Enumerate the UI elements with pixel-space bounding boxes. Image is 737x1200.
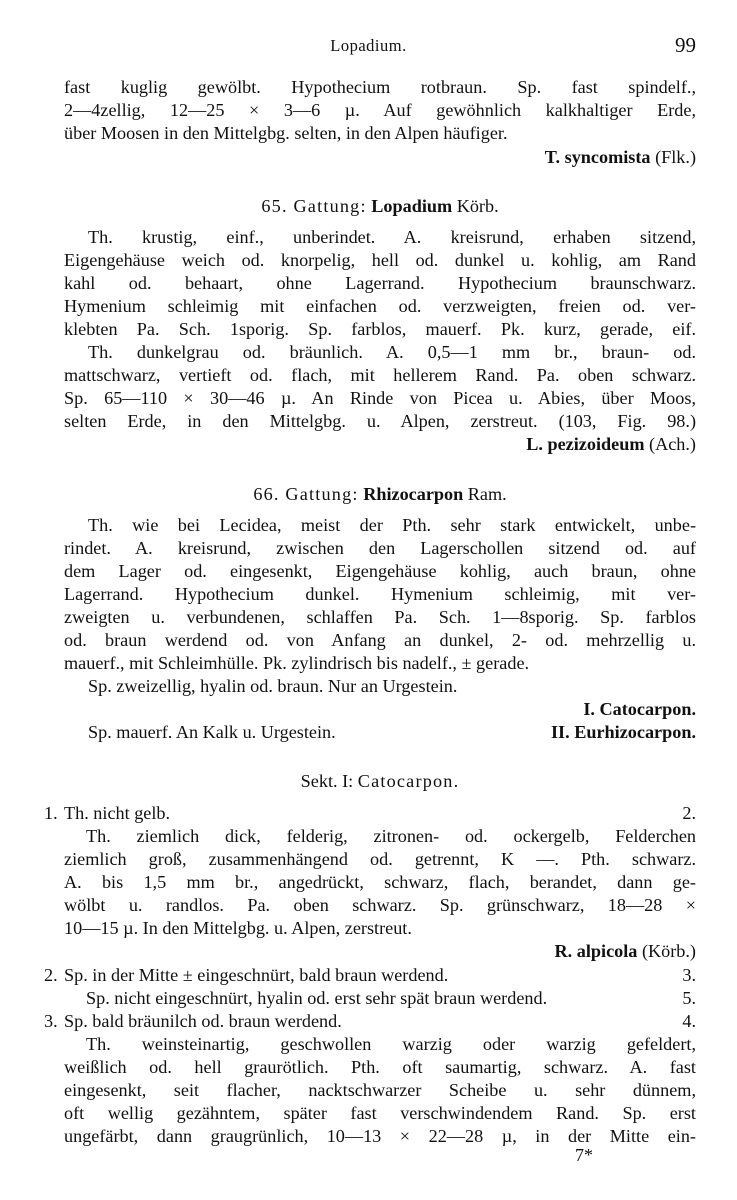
text-line: oft wellig gezähntem, später fast verschwindendem Rand. Sp. erst [64, 1103, 696, 1123]
text-line: 2—4zellig, 12—25 × 3—6 µ. Auf gewöhnlich kalkhaltiger Erde, [64, 100, 696, 120]
key-reference: 5. [682, 988, 696, 1008]
text-line: mattschwarz, vertieft od. flach, mit hellerem Rand. Pa. oben schwarz. [64, 365, 696, 385]
genus-name: Lopadium [371, 196, 453, 216]
text-line: weißlich od. hell graurötlich. Pth. oft saumartig, schwarz. A. fast [64, 1057, 696, 1077]
section-heading [64, 770, 696, 792]
text-line: dem Lager od. eingesenkt, Eigengehäuse kohlig, auch braun, ohne [64, 561, 696, 581]
page-number: 99 [675, 33, 696, 57]
text-line: zweigten u. verbundenen, schlaffen Pa. Sch. 1—8sporig. Sp. farblos [64, 607, 696, 627]
text-line: Sp. 65—110 × 30—46 µ. An Rinde von Picea u. Abies, über Moos, [64, 388, 696, 408]
section-label: Sekt. I: [300, 771, 354, 791]
text-line: mauerf., mit Schleimhülle. Pk. zylindrisch bis nadelf., ± gerade. [64, 653, 530, 673]
key-line: Sp. in der Mitte ± eingeschnürt, bald braun werdend. [64, 965, 449, 985]
key-line: Th. nicht gelb. [64, 803, 171, 823]
text-line: Hymenium schleimig mit einfachen od. verzweigten, freien od. ver- [64, 296, 696, 316]
species-name: T. syncomista [544, 147, 651, 167]
text-line: rindet. A. kreisrund, zwischen den Lagerschollen sitzend od. auf [64, 538, 696, 558]
species-author: (Körb.) [641, 941, 696, 961]
text-line: Eigengehäuse weich od. knorpelig, hell od. dunkel u. kohlig, am Rand [64, 250, 696, 270]
text-line: Th. ziemlich dick, felderig, zitronen- od. ockergelb, Felderchen [86, 826, 696, 846]
text-line: Th. dunkelgrau od. bräunlich. A. 0,5—1 mm br., braun- od. [88, 342, 696, 362]
key-line: Sp. mauerf. An Kalk u. Urgestein. [88, 722, 336, 742]
text-line: ungefärbt, dann graugrünlich, 10—13 × 22—28 µ, in der Mitte ein- [64, 1126, 696, 1146]
running-header: Lopadium. [330, 36, 407, 55]
genus-author: Körb. [456, 196, 499, 216]
text-line: A. bis 1,5 mm br., angedrückt, schwarz, flach, berandet, dann ge- [64, 872, 696, 892]
species-author: (Flk.) [655, 147, 696, 167]
text-line: eingesenkt, seit flacher, nacktschwarzer Scheibe u. sehr dünnem, [64, 1080, 696, 1100]
section-title: Catocarpon. [357, 771, 460, 791]
genus-heading [64, 195, 696, 217]
key-line: Sp. zweizellig, hyalin od. braun. Nur an Urgestein. [88, 676, 458, 696]
text-line: ziemlich groß, zusammenhängend od. getrennt, K —. Pth. schwarz. [64, 849, 696, 869]
text-line: klebten Pa. Sch. 1sporig. Sp. farblos, mauerf. Pk. kurz, gerade, eif. [64, 319, 696, 339]
species-author: (Ach.) [649, 434, 696, 454]
species-name-line [64, 146, 696, 168]
text-line: Th. wie bei Lecidea, meist der Pth. sehr stark entwickelt, unbe- [88, 515, 696, 535]
text-line: Th. weinsteinartig, geschwollen warzig oder warzig gefeldert, [86, 1034, 696, 1054]
genus-prefix: 65. Gattung: [261, 196, 367, 216]
text-line: Th. krustig, einf., unberindet. A. kreisrund, erhaben sitzend, [88, 227, 696, 247]
printer-signature: 7* [575, 1145, 593, 1165]
key-reference: 2. [682, 803, 696, 823]
species-name: R. alpicola [554, 941, 638, 961]
key-number: 3. [44, 1011, 58, 1031]
section-name: II. Eurhizocarpon. [550, 722, 696, 742]
text-line: selten Erde, in den Mittelgbg. u. Alpen, zerstreut. (103, Fig. 98.) [64, 411, 696, 431]
text-line: wölbt u. randlos. Pa. oben schwarz. Sp. grünschwarz, 18—28 × [64, 895, 696, 915]
text-line: kahl od. behaart, ohne Lagerrand. Hypothecium braunschwarz. [64, 273, 696, 293]
key-number: 1. [44, 803, 58, 823]
genus-heading [64, 483, 696, 505]
key-number: 2. [44, 965, 58, 985]
key-reference: 4. [682, 1011, 696, 1031]
key-reference: 3. [682, 965, 696, 985]
species-name-line [64, 433, 696, 455]
text-line: über Moosen in den Mittelgbg. selten, in den Alpen häufiger. [64, 123, 508, 143]
text-line: fast kuglig gewölbt. Hypothecium rotbraun. Sp. fast spindelf., [64, 77, 696, 97]
text-line: Lagerrand. Hypothecium dunkel. Hymenium schleimig, mit ver- [64, 584, 696, 604]
section-name: I. Catocarpon. [583, 699, 696, 719]
species-name-line [64, 940, 696, 962]
text-line: od. braun werdend od. von Anfang an dunkel, 2- od. mehrzellig u. [64, 630, 696, 650]
key-line: Sp. nicht eingeschnürt, hyalin od. erst sehr spät braun werdend. [86, 988, 548, 1008]
genus-name: Rhizocarpon [363, 484, 464, 504]
genus-prefix: 66. Gattung: [253, 484, 359, 504]
genus-author: Ram. [467, 484, 507, 504]
key-line: Sp. bald bräunilch od. braun werdend. [64, 1011, 342, 1031]
text-line: 10—15 µ. In den Mittelgbg. u. Alpen, zerstreut. [64, 918, 412, 938]
species-name: L. pezizoideum [526, 434, 645, 454]
